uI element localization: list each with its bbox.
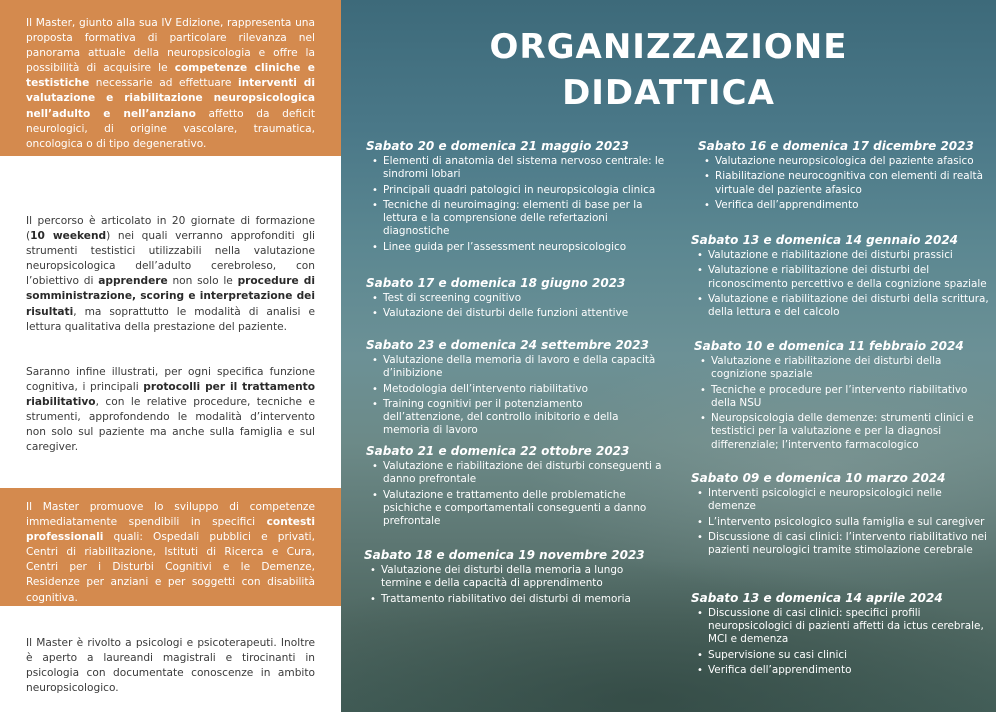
left-column	[0, 0, 341, 712]
text-span: , con le relative procedure, tecniche e strumenti, approfondendo le modalità d’intervento non solo sul paziente ma anche sulla famiglia e sul caregiver.	[26, 396, 315, 454]
session-date: Sabato 13 e domenica 14 aprile 2024	[691, 591, 943, 605]
session-block	[698, 139, 996, 214]
session-topics-list	[366, 354, 666, 438]
session-block	[364, 548, 664, 608]
course-structure-paragraph	[0, 214, 341, 335]
topic-item: • Valutazione neuropsicologica del paziente afasico	[698, 155, 996, 168]
topic-item: • Principali quadri patologici in neuropsicologia clinica	[366, 184, 666, 197]
topic-item: • Interventi psicologici e neuropsicologici nelle demenze	[691, 487, 991, 513]
text-span: Il Master, giunto alla sua IV Edizione, rappresenta una proposta formativa di particolare rilevanza nel panorama attuale della neuropsicologia e offre la possibilità di acquisire le	[26, 17, 315, 75]
topic-item: • Valutazione e trattamento delle problematiche psichiche e comportamentali conseguenti a danno prefrontale	[366, 489, 666, 529]
topic-item: • Verifica dell’apprendimento	[691, 664, 991, 677]
session-date: Sabato 20 e domenica 21 maggio 2023	[366, 139, 629, 153]
session-topics-list	[698, 155, 996, 212]
session-block	[366, 444, 666, 530]
topic-item: • Neuropsicologia delle demenze: strumenti clinici e testistici per la valutazione e per la diagnosi differenziale; l’intervento farmacologico	[694, 412, 994, 452]
session-topics-list	[366, 155, 666, 254]
page-title-line2: DIDATTICA	[562, 73, 775, 113]
topic-item: • Valutazione dei disturbi della memoria a lungo termine e della capacità di apprendimento	[364, 564, 664, 590]
page-title: ORGANIZZAZIONE	[489, 27, 848, 67]
schedule-panel	[341, 0, 996, 712]
bold-span: procedure di somministrazione, scoring e interpretazione dei risultati	[26, 275, 315, 318]
text-span: non solo le	[167, 275, 238, 288]
topic-item: • Trattamento riabilitativo dei disturbi di memoria	[364, 593, 664, 606]
bold-span: 10 weekend	[30, 230, 107, 243]
topic-item: • Discussione di casi clinici: l’intervento riabilitativo nei pazienti neurologici tramite stimolazione cerebrale	[691, 531, 991, 557]
topic-item: • Tecniche e procedure per l’intervento riabilitativo della NSU	[694, 384, 994, 410]
topic-item: • Valutazione e riabilitazione dei disturbi prassici	[691, 249, 991, 262]
bold-span: interventi di valutazione e riabilitazione neuropsicologica nell’adulto e nell’anziano	[26, 77, 315, 120]
topic-item: • Discussione di casi clinici: specifici profili neuropsicologici di pazienti affetti da ictus cerebrale, MCI e demenza	[691, 607, 991, 647]
session-topics-list	[691, 487, 991, 557]
session-topics-list	[691, 607, 991, 677]
text-span: quali: Ospedali pubblici e privati, Centri di riabilitazione, Istituti di Ricerca e Cura, Centri per i Disturbi Cognitivi e le Demenze, Residenze per anziani e per soggetti con disabilità cognitiva.	[26, 531, 315, 604]
session-block	[691, 233, 991, 322]
session-block	[366, 338, 666, 440]
session-block	[366, 139, 666, 256]
text-span: affetto da deficit neurologici, di origine vascolare, traumatica, oncologica o di tipo degenerativo.	[26, 107, 315, 150]
session-date: Sabato 18 e domenica 19 novembre 2023	[364, 548, 645, 562]
session-block	[691, 471, 991, 560]
session-date: Sabato 16 e domenica 17 dicembre 2023	[698, 139, 974, 153]
text-span: Saranno infine illustrati, per ogni specifica funzione cognitiva, i principali	[26, 366, 315, 394]
topic-item: • L’intervento psicologico sulla famiglia e sul caregiver	[691, 516, 991, 529]
topic-item: • Valutazione e riabilitazione dei disturbi della cognizione spaziale	[694, 355, 994, 381]
topic-item: • Linee guida per l’assessment neuropsicologico	[366, 241, 666, 254]
bold-span: contesti professionali	[26, 516, 315, 544]
session-topics-list	[366, 460, 666, 528]
topic-item: • Metodologia dell’intervento riabilitativo	[366, 383, 666, 396]
topic-item: • Test di screening cognitivo	[366, 292, 666, 305]
session-date: Sabato 10 e domenica 11 febbraio 2024	[694, 339, 964, 353]
text-span: ) nei quali verranno approfonditi gli strumenti testistici utilizzabili nella valutazione neuropsicologica dell’adulto cerebroleso, con l’obiettivo di	[26, 230, 315, 288]
session-block	[366, 276, 666, 323]
topic-item: • Riabilitazione neurocognitiva con elementi di realtà virtuale del paziente afasico	[698, 170, 996, 196]
topic-item: • Valutazione della memoria di lavoro e della capacità d’inibizione	[366, 354, 666, 380]
intro-paragraph	[0, 0, 341, 156]
text-span: Il Master è rivolto a psicologi e psicoterapeuti. Inoltre è aperto a laureandi magistrali e tirocinanti in psicologia con documentate conoscenze in ambito neuropsicologico.	[26, 637, 315, 695]
session-topics-list	[366, 292, 666, 321]
topic-item: • Training cognitivi per il potenziamento dell’attenzione, del controllo inibitorio e della memoria di lavoro	[366, 398, 666, 438]
bold-span: competenze cliniche e testistiche	[26, 62, 315, 90]
bold-span: protocolli per il trattamento riabilitativo	[26, 381, 315, 409]
topic-item: • Elementi di anatomia del sistema nervoso centrale: le sindromi lobari	[366, 155, 666, 181]
session-date: Sabato 17 e domenica 18 giugno 2023	[366, 276, 626, 290]
session-block	[694, 339, 994, 454]
session-block	[691, 591, 991, 680]
topic-item: • Valutazione e riabilitazione dei disturbi conseguenti a danno prefrontale	[366, 460, 666, 486]
session-date: Sabato 13 e domenica 14 gennaio 2024	[691, 233, 959, 247]
topic-item: • Valutazione dei disturbi delle funzioni attentive	[366, 307, 666, 320]
text-span: necessarie ad effettuare	[89, 77, 238, 90]
bold-span: apprendere	[98, 275, 168, 288]
topic-item: • Tecniche di neuroimaging: elementi di base per la lettura e la comprensione delle refertazioni diagnostiche	[366, 199, 666, 239]
treatment-paragraph	[0, 365, 341, 456]
topic-item: • Valutazione e riabilitazione dei disturbi della scrittura, della lettura e del calcolo	[691, 293, 991, 319]
session-date: Sabato 23 e domenica 24 settembre 2023	[366, 338, 649, 352]
text-span: Il percorso è articolato in 20 giornate di formazione (	[26, 215, 315, 243]
audience-paragraph	[0, 636, 341, 696]
session-topics-list	[364, 564, 664, 606]
text-span: Il Master promuove lo sviluppo di competenze immediatamente spendibili in specifici	[26, 501, 315, 529]
session-topics-list	[694, 355, 994, 452]
topic-item: • Supervisione su casi clinici	[691, 649, 991, 662]
session-topics-list	[691, 249, 991, 319]
session-date: Sabato 21 e domenica 22 ottobre 2023	[366, 444, 630, 458]
topic-item: • Verifica dell’apprendimento	[698, 199, 996, 212]
session-date: Sabato 09 e domenica 10 marzo 2024	[691, 471, 946, 485]
topic-item: • Valutazione e riabilitazione dei disturbi del riconoscimento percettivo e della cognizione spaziale	[691, 264, 991, 290]
professional-contexts-paragraph	[0, 488, 341, 606]
text-span: , ma soprattutto le modalità di analisi e lettura qualitativa della prestazione del paziente.	[26, 305, 315, 333]
